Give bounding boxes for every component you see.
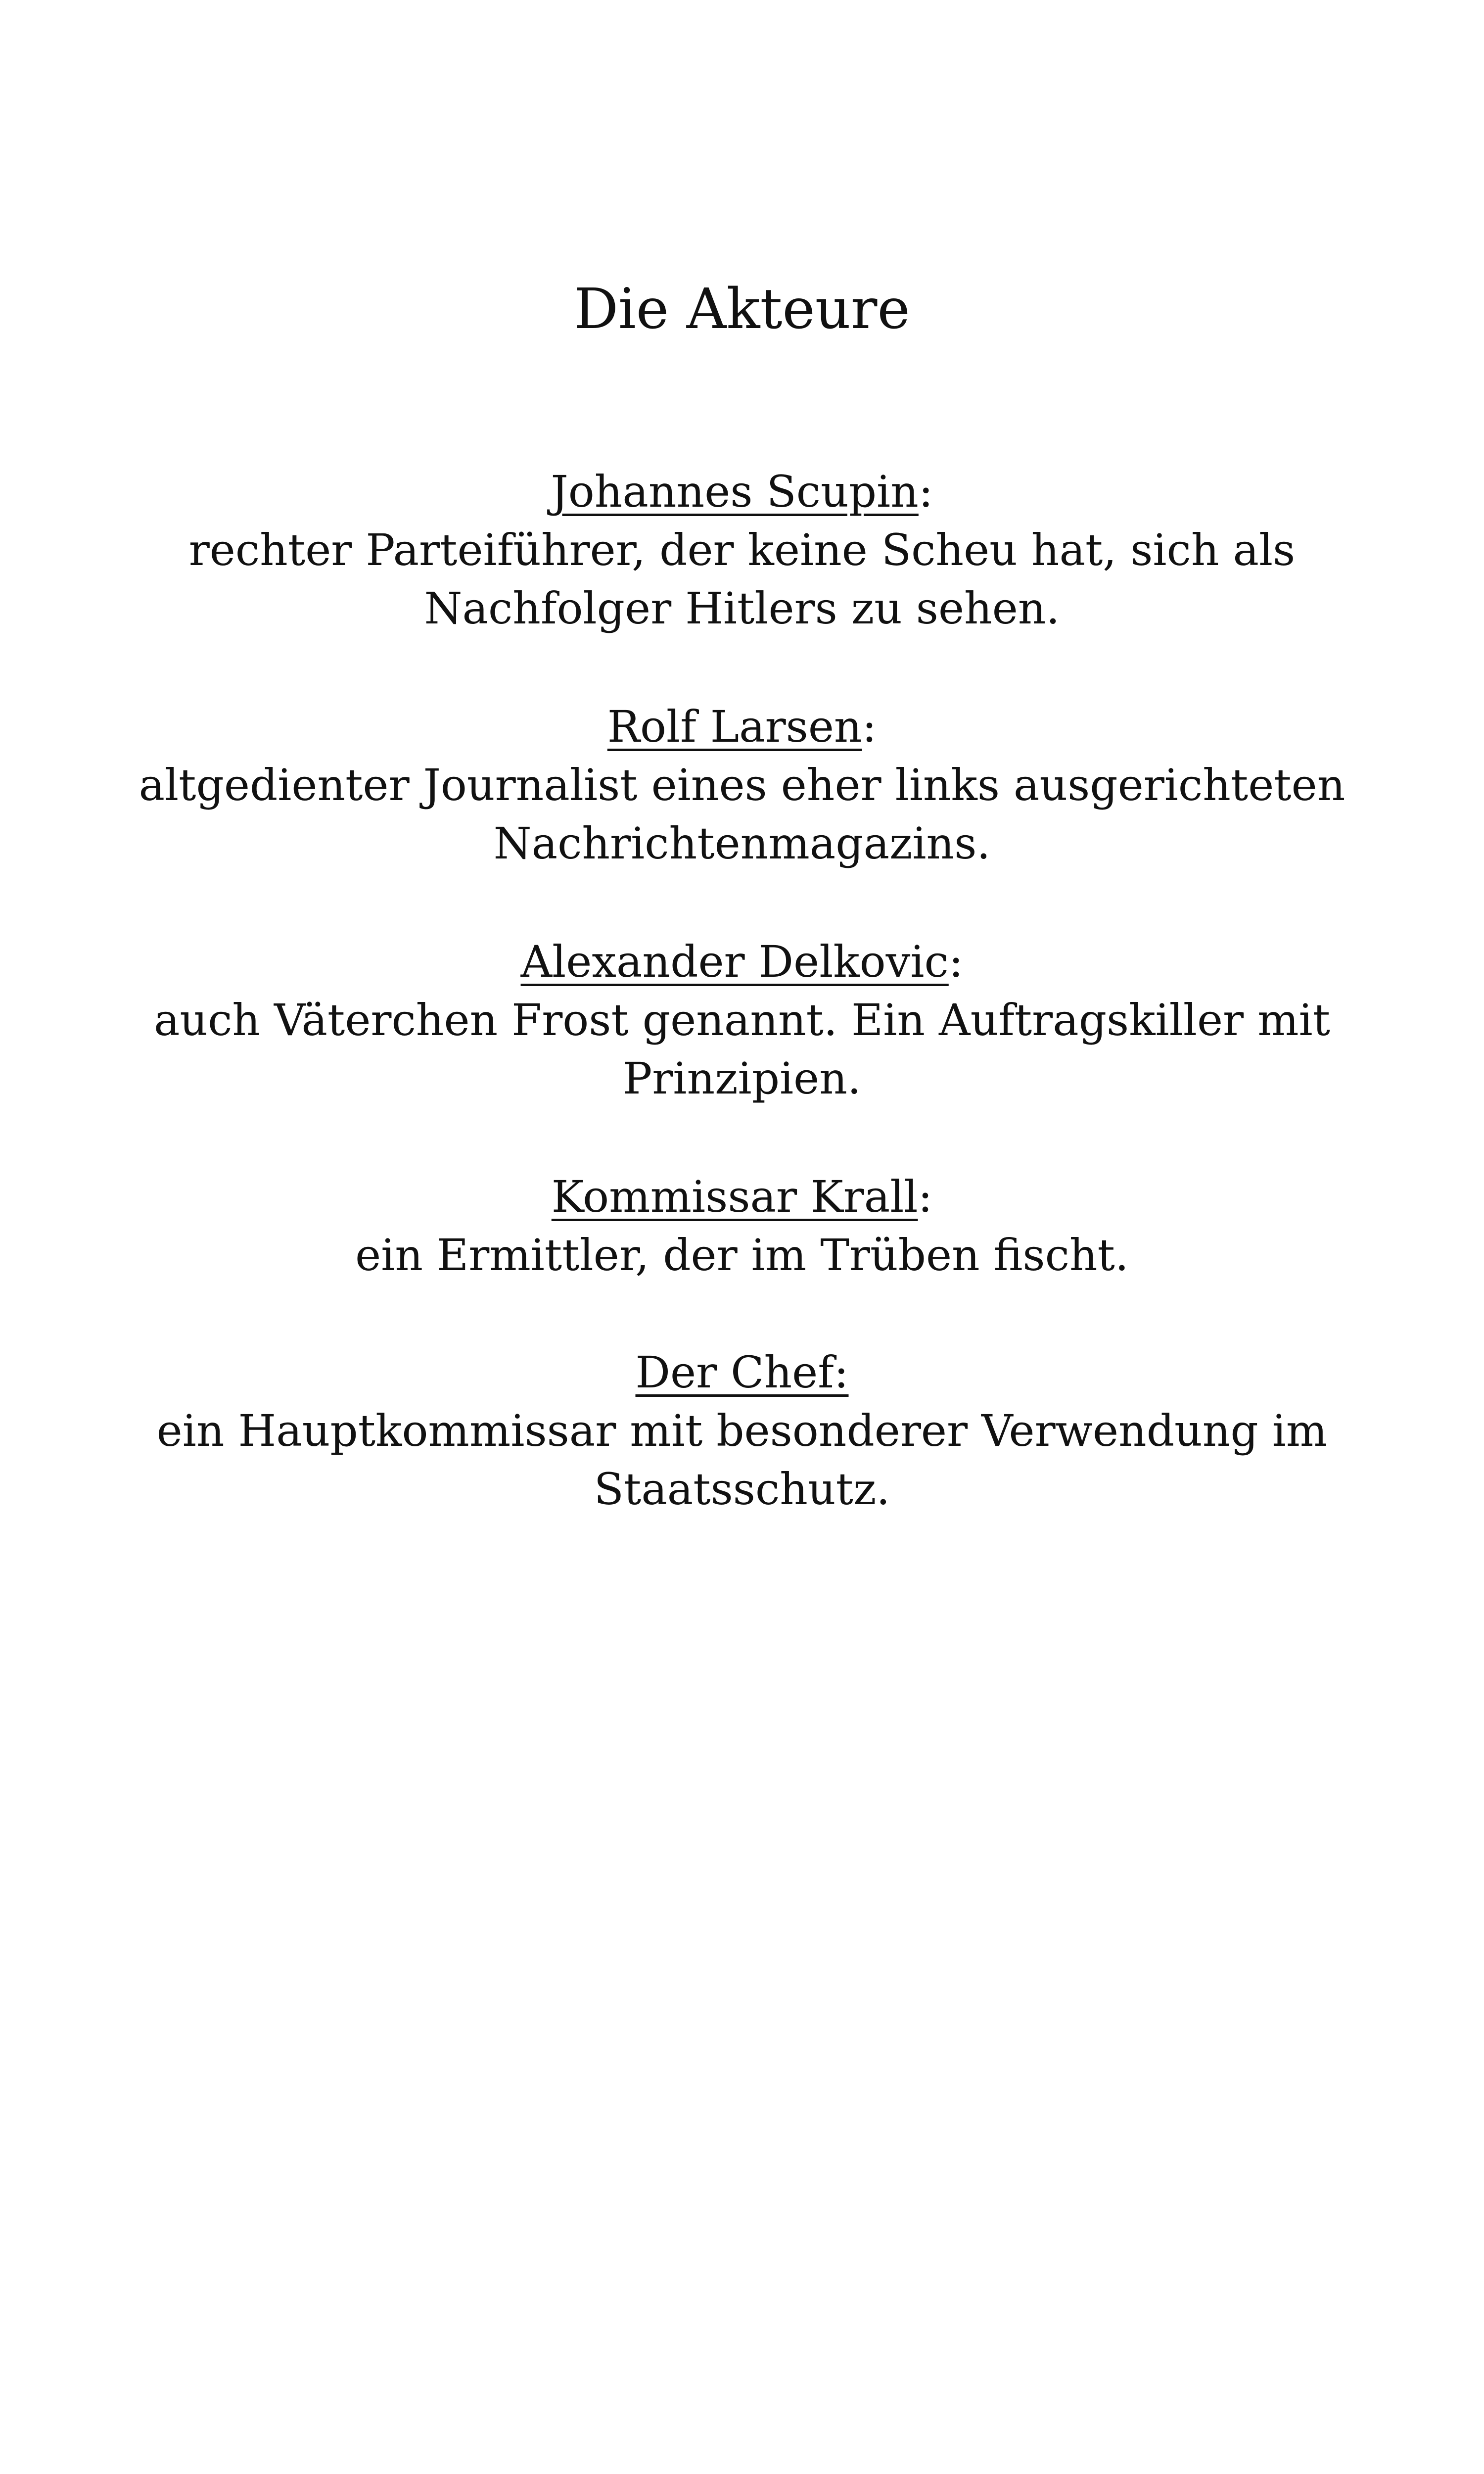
character-description: ein Ermittler, der im Trüben fischt. — [355, 1230, 1129, 1281]
character-name: Johannes Scupin — [551, 466, 919, 517]
page-title: Die Akteure — [574, 277, 910, 341]
character-entry — [124, 698, 1360, 873]
character-description: ein Hauptkommissar mit besonderer Verwendung im Staatsschutz. — [156, 1405, 1328, 1515]
character-entry — [124, 1168, 1360, 1285]
character-heading — [124, 1168, 1360, 1226]
character-heading — [124, 933, 1360, 991]
character-heading — [124, 463, 1360, 521]
character-name: Alexander Delkovic — [520, 936, 949, 987]
character-name: Rolf Larsen — [607, 701, 862, 752]
name-suffix: : — [918, 466, 933, 517]
character-entry — [124, 1343, 1360, 1519]
name-suffix: : — [862, 701, 877, 752]
name-suffix: : — [948, 936, 964, 987]
character-heading — [124, 1343, 1360, 1402]
character-entry — [124, 933, 1360, 1108]
character-description: rechter Parteiführer, der keine Scheu hat, sich als Nachfolger Hitlers zu sehen. — [188, 524, 1296, 634]
character-heading — [124, 698, 1360, 756]
character-entry — [124, 463, 1360, 638]
character-description: altgedienter Journalist eines eher links ausgerichteten Nachrichtenmagazins. — [139, 760, 1345, 869]
character-name: Kommissar Krall — [551, 1171, 918, 1222]
name-suffix: : — [918, 1171, 933, 1222]
character-name: Der Chef: — [635, 1347, 849, 1398]
character-description: auch Väterchen Frost genannt. Ein Auftragskiller mit Prinzipien. — [153, 995, 1331, 1104]
